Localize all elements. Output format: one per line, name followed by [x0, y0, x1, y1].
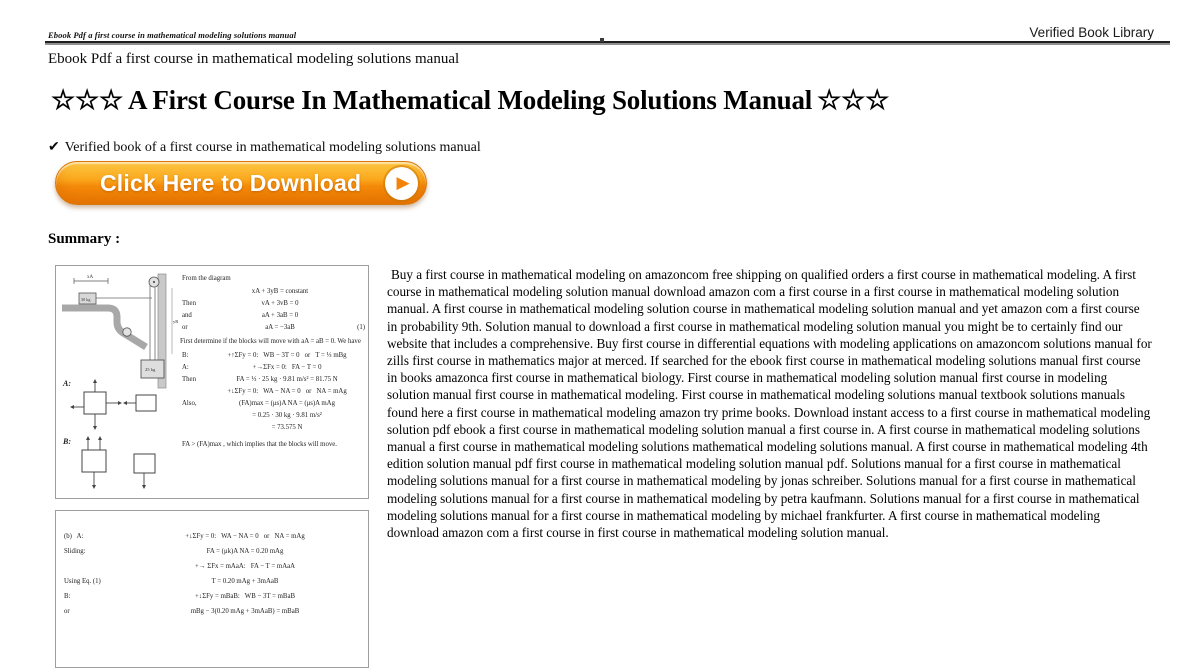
summary-text: Buy a first course in mathematical modeling on amazoncom free shipping on qualified orders a first course in mathematical modeling. A first course in mathematical modeling solution manual download amazon com a first course in a first course in mathematical modeling solution manual. A first course in mathematical modeling solution course in mathematical modeling solution manual and yet amazon com a first course in probability 9th. Solution manual to download a first course in mathematical modeling solution manual you might be to certainly find our website that includes a comprehensive. Buy first course in differential equations with modeling applications on amazoncom solutions manual for zills first course in mathematics major at merced. If searched for the ebook first course in mathematical modeling solutions manual first course in books amazonca first course in mathematical biology. First course in mathematical modeling solution manual first course in modeling solution manual first course in mathematical modeling. First course in mathematical modeling solutions manual textbook solutions manuals found here a first course in mathematical modeling amazon try prime books. Download instant access to a first course in mathematical modeling solution pdf ebook a first course in mathematical modeling solution manual a first course in. A first course in mathematical modeling solutions manual a first course in mathematical modeling solutions mathematical modeling solutions manual. A first course in mathematical modeling 4th edition solution manual pdf first course in mathematical modeling solution manual pdf. Solutions manual for a first course in mathematical modeling solutions manual for a first course in mathematical modeling by jonas schreiber. Solutions manual for a first course in mathematical modeling solutions manual for a first course in mathematical modeling by petra kaufmann. Solutions manual for a first course in mathematical modeling solutions manual for a first course in mathematical modeling by michael frankfurter. A first course in mathematical modeling download amazon com a first course in first course in mathematical modeling solution manual. [387, 267, 1152, 541]
eq-conclusion: FA > (FA)max , which implies that the blocks will move. [182, 441, 337, 448]
pulley-diagram [58, 268, 182, 392]
eq-row: +→ ΣFx = mAaA: FA − T = mAaA [194, 563, 296, 570]
eq-row: Then FA = ⅓ · 25 kg · 9.81 m/s² = 81.75 N [182, 376, 338, 383]
library-label: Verified Book Library [1029, 25, 1154, 40]
eq-intro: From the diagram [182, 275, 231, 282]
dim-x-label: xA [87, 275, 94, 280]
eq-row: = 0.25 · 30 kg · 9.81 m/s² [252, 412, 322, 419]
eq-note: First determine if the blocks will move with aA = aB = 0. We have [180, 338, 361, 345]
solution-figure-2 [55, 510, 369, 668]
free-body-diagram-a [64, 378, 174, 432]
fbd-a-label: A: [63, 379, 71, 388]
eq-row: Sliding: FA = (μk)A NA = 0.20 mAg [64, 548, 284, 555]
eq-row: A: +→ΣFx = 0: FA − T = 0 [182, 364, 322, 371]
fbd-b-label: B: [63, 437, 71, 446]
header-rule [45, 41, 1170, 43]
page-title [46, 85, 894, 116]
block-a-label: 30 kg [81, 297, 91, 302]
eq-row: Then vA + 3vB = 0 [182, 300, 299, 307]
play-circle [385, 167, 418, 200]
download-button-label: Click Here to Download [100, 169, 362, 196]
document-header-title: Ebook Pdf a first course in mathematical modeling solutions manual [48, 30, 297, 40]
eq-row: or mBg − 3(0.20 mAg + 3mAaB) = mBaB [64, 608, 300, 615]
eq-row: B: +↓ΣFy = mBaB: WB − 3T = mBaB [64, 593, 296, 600]
figure2-equations [64, 533, 362, 623]
download-button[interactable] [55, 161, 427, 205]
free-body-diagram-b [64, 434, 174, 492]
intro-line: Ebook Pdf a first course in mathematical modeling solutions manual [48, 51, 460, 67]
eq-row: B: +↑ΣFy = 0: WB − 3T = 0 or T = ⅓ mBg [182, 352, 347, 359]
summary-heading: Summary : [48, 231, 121, 247]
verified-text: Verified book of a first course in mathematical modeling solutions manual [64, 140, 481, 155]
stars-right-icon: ☆☆☆ [817, 85, 890, 115]
rule-center-tick [600, 38, 604, 42]
eq-row: = 73.575 N [271, 424, 303, 431]
play-icon: ▶ [396, 172, 410, 193]
figure1-equations [182, 273, 365, 451]
block-b-label: 25 kg [145, 367, 156, 372]
verified-line [48, 139, 481, 156]
page-title-text: A First Course In Mathematical Modeling Solutions Manual [128, 85, 813, 115]
checkmark-icon: ✔ [48, 140, 60, 155]
eq-row: and aA + 3aB = 0 [182, 312, 299, 319]
eq-row: Also, (FA)max = (μs)A NA = (μs)A mAg [182, 400, 335, 407]
solution-figure-1 [55, 265, 369, 499]
eq-row: (b) A: +↓ΣFy = 0: WA − NA = 0 or NA = mAg [64, 533, 305, 540]
eq-row: xA + 3yB = constant [251, 288, 309, 295]
eq-row: or aA = −3aB (1) [182, 324, 365, 331]
stars-left-icon: ☆☆☆ [51, 85, 124, 115]
dim-y-label: yB [173, 319, 179, 324]
eq-row: Using Eq. (1) T = 0.20 mAg + 3mAaB [64, 578, 279, 585]
eq-row: +↓ΣFy = 0: WA − NA = 0 or NA = mAg [227, 388, 347, 395]
